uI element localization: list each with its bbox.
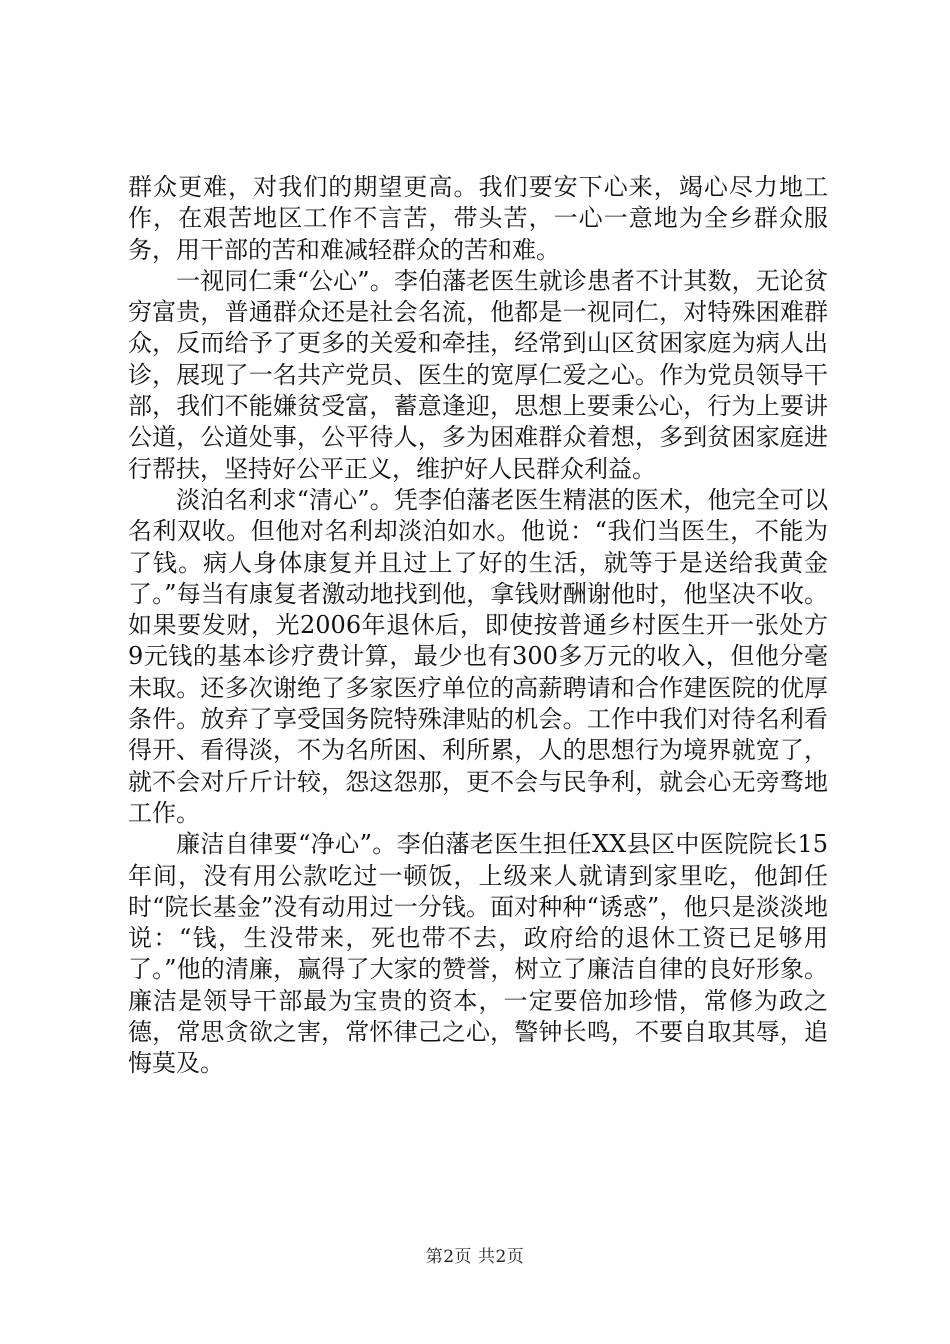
- paragraph-fair-heart: 一视同仁秉“公心”。李伯藩老医生就诊患者不计其数，无论贫穷富贵，普通群众还是社会名流，他都是一视同仁，对特殊困难群众，反而给予了更多的关爱和牵挂，经常到山区贫困家庭为病人出诊，展现了一名共产党员、医生的宽厚仁爱之心。作为党员领导干部，我们不能嫌贫受富，蓄意逢迎，思想上要秉公心，行为上要讲公道，公道处事，公平待人，多为困难群众着想，多到贫困家庭进行帮扶，坚持好公平正义，维护好人民群众利益。: [128, 266, 828, 483]
- page-number-footer: 第2页 共2页: [425, 1247, 525, 1267]
- paragraph-pure-heart: 廉洁自律要“净心”。李伯藩老医生担任XX县区中医院院长15年间，没有用公款吃过一顿饭，上级来人就请到家里吃，他卸任时“院长基金”没有动用过一分钱。面对种种“诱惑”，他只是淡淡地说：“钱，生没带来，死也带不去，政府给的退休工资已足够用了。”他的清廉，赢得了大家的赞誉，树立了廉洁自律的良好形象。廉洁是领导干部最为宝贵的资本，一定要倍加珍惜，常修为政之德，常思贪欲之害，常怀律己之心，警钟长鸣，不要自取其辱，追悔莫及。: [128, 830, 828, 1078]
- paragraph-clear-heart: 淡泊名利求“清心”。凭李伯藩老医生精湛的医术，他完全可以名利双收。但他对名利却淡泊如水。他说：“我们当医生，不能为了钱。病人身体康复并且过上了好的生活，就等于是送给我黄金了。”每当有康复者激动地找到他，拿钱财酬谢他时，他坚决不收。如果要发财，光2006年退休后，即使按普通乡村医生开一张处方9元钱的基本诊疗费计算，最少也有300多万元的收入，但他分毫未取。还多次谢绝了多家医疗单位的高薪聘请和合作建医院的优厚条件。放弃了享受国务院特殊津贴的机会。工作中我们对待名利看得开、看得淡，不为名所困、利所累，人的思想行为境界就宽了，就不会对斤斤计较，怨这怨那，更不会与民争利，就会心无旁骛地工作。: [128, 485, 828, 827]
- paragraph-continuation: 群众更难，对我们的期望更高。我们要安下心来，竭心尽力地工作，在艰苦地区工作不言苦，带头苦，一心一意地为全乡群众服务，用干部的苦和难减轻群众的苦和难。: [128, 173, 828, 264]
- document-body: [128, 172, 828, 1080]
